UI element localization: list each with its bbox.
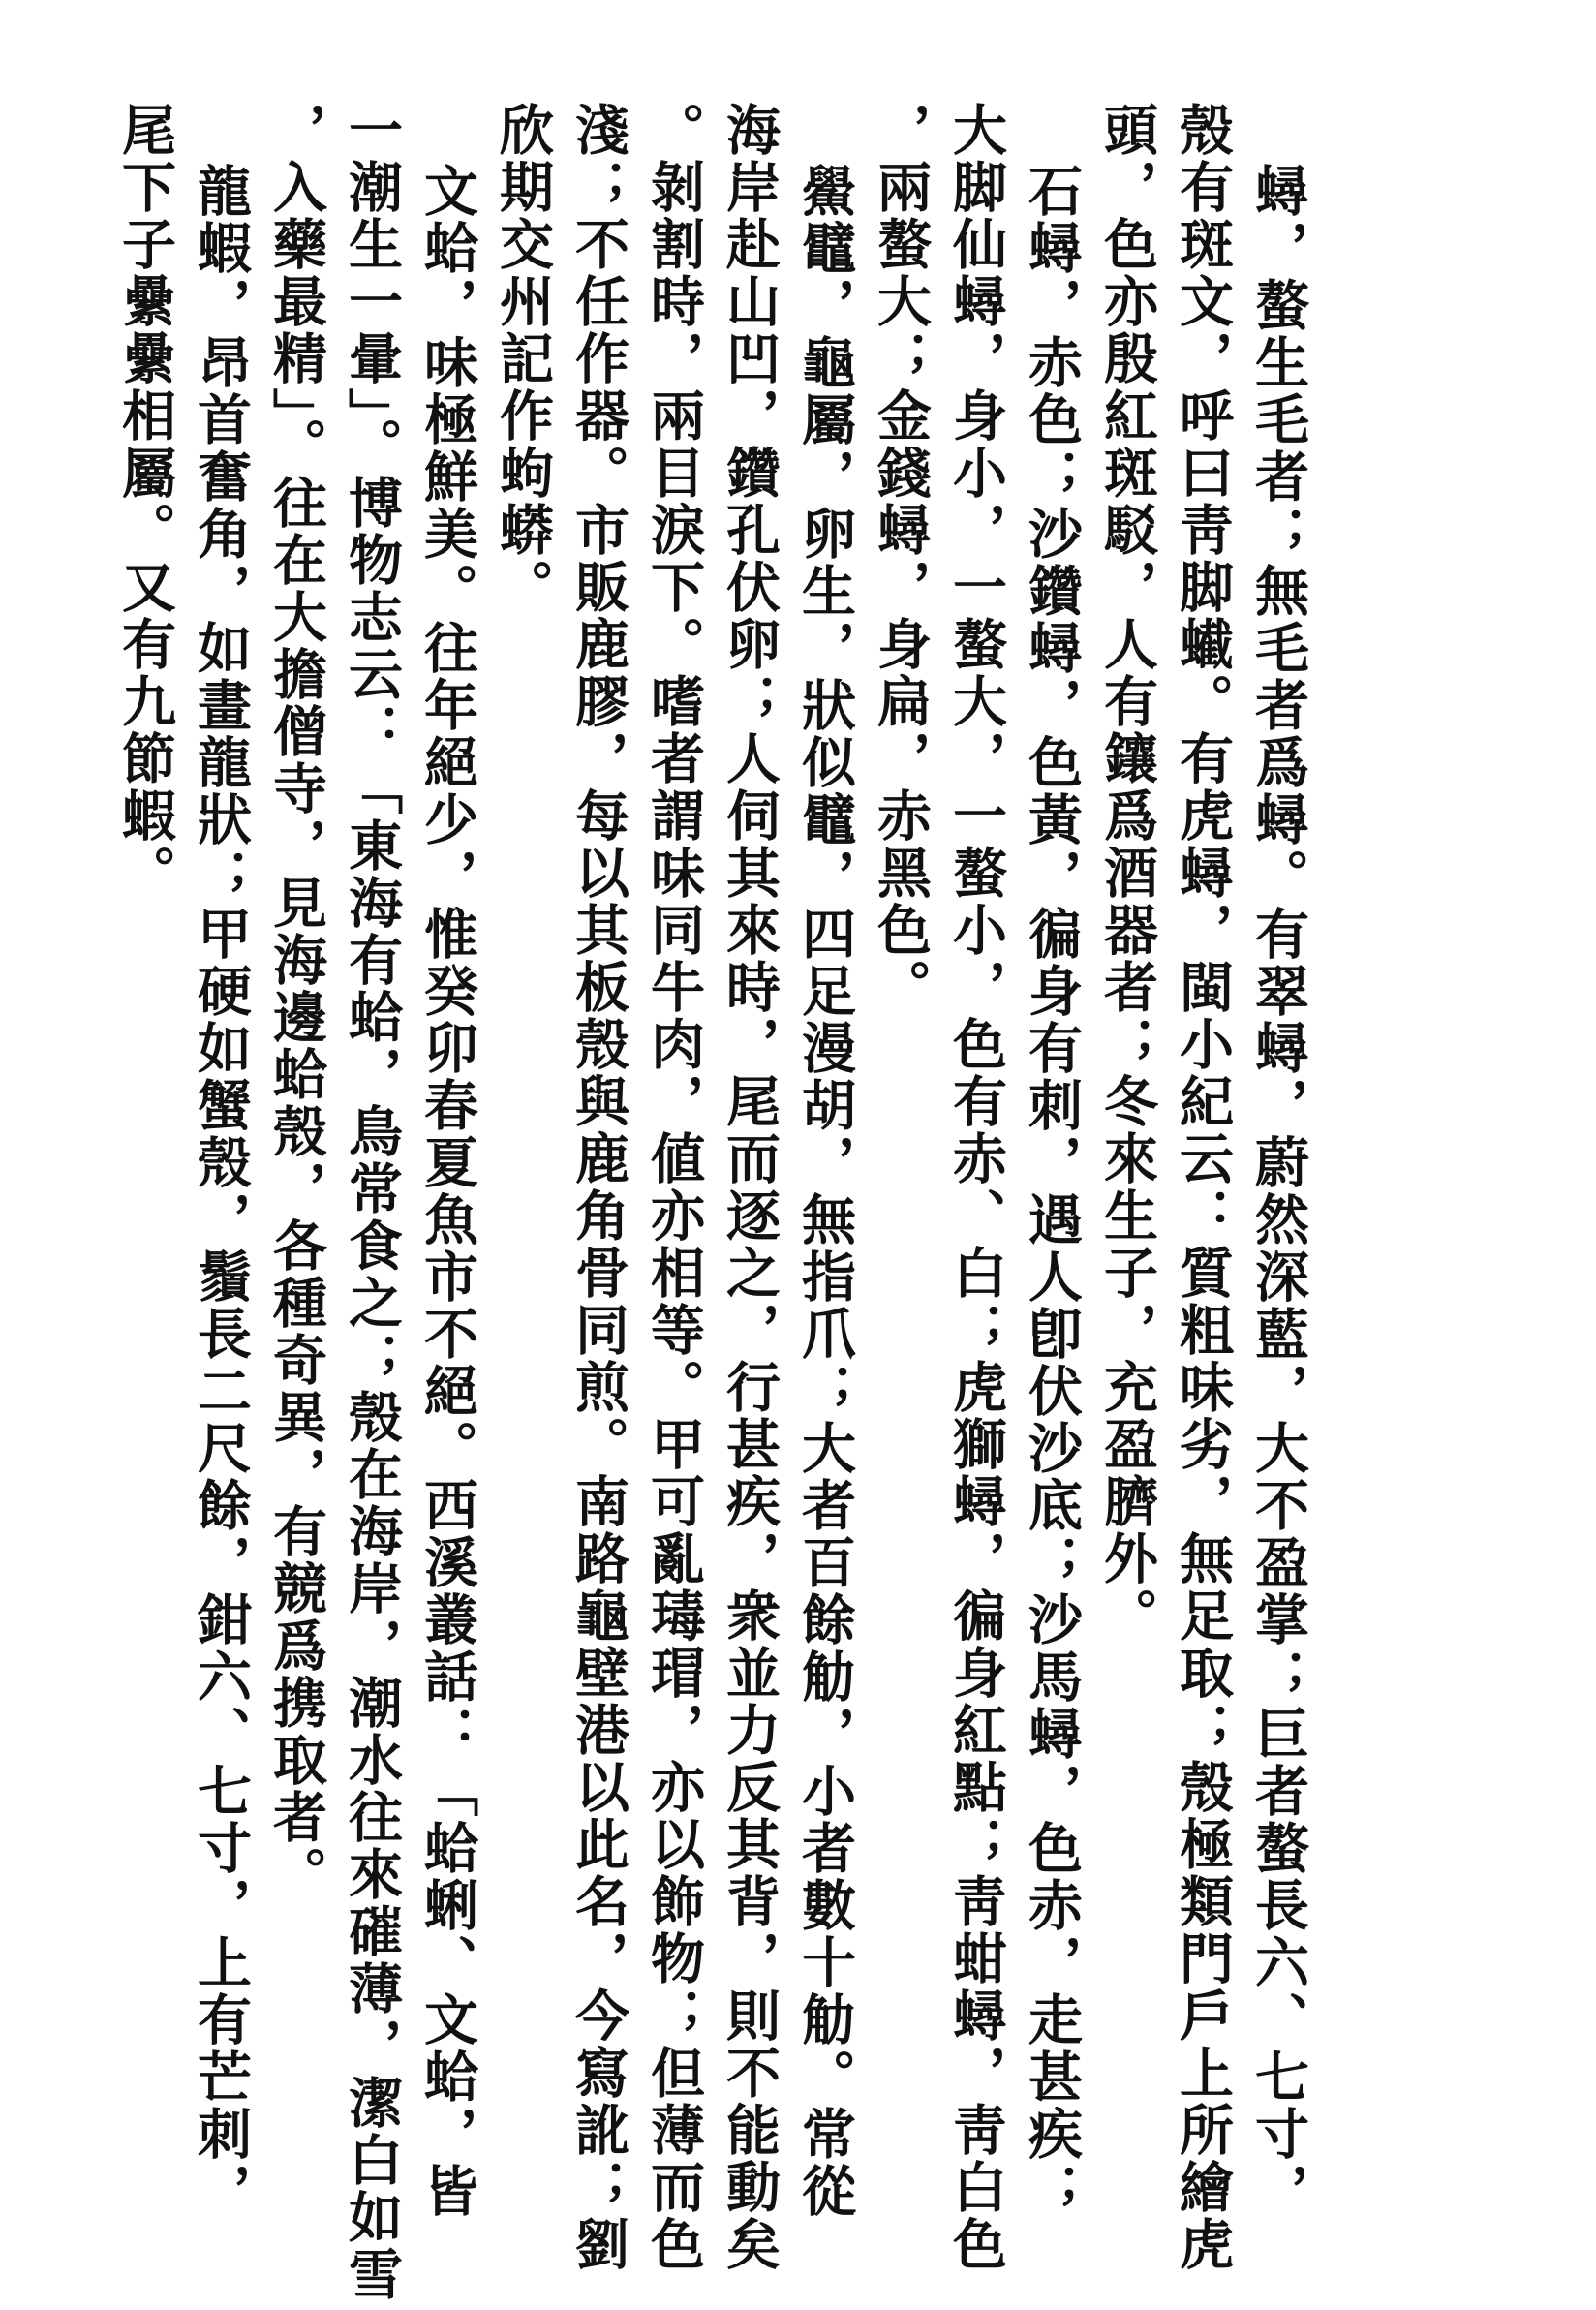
text-column: 海岸赴山凹，鑽孔伏卵；人伺其來時，尾而逐之，行甚疾，衆並力反其背，則不能動矣 xyxy=(718,102,782,2273)
text-column: 蟳，螯生毛者；無毛者爲蟳。有翠蟳，蔚然深藍，大不盈掌；巨者螯長六、七寸， xyxy=(1246,163,1310,2220)
text-column: 欣期交州記作蚼蟒。 xyxy=(491,102,555,616)
text-column: 。剝割時，兩目淚下。嗜者謂味同牛肉，値亦相等。甲可亂瑇瑁，亦以飾物；但薄而色 xyxy=(642,102,706,2273)
text-column: ，兩螯大；金錢蟳，身扁，赤黑色。 xyxy=(869,102,933,1016)
text-column: 龍蝦，昂首奮角，如畫龍狀；甲硬如蟹殼，鬚長二尺餘，鉗六、七寸，上有芒刺， xyxy=(189,163,253,2220)
text-column: 頭，色亦殷紅斑駁，人有鑲爲酒器者；冬來生子，充盈臍外。 xyxy=(1095,102,1159,1645)
text-column: 文蛤，味極鮮美。往年絕少，惟癸卯春夏魚市不絕。西溪叢話：「蛤蜊、文蛤，皆 xyxy=(415,163,479,2220)
text-column: 殼有斑文，呼曰靑脚蠘。有虎蟳，閩小紀云：質粗味劣，無足取；殼極類門戶上所繪虎 xyxy=(1171,102,1235,2273)
text-column: 尾下子纍纍相屬。又有九節蝦。 xyxy=(113,102,177,902)
text-column: 鱟鼊，龜屬，卵生，狀似鼊，四足漫胡，無指爪；大者百餘觔，小者數十觔。常從 xyxy=(793,163,857,2220)
text-column: ，入藥最精」。往在大擔僧寺，見海邊蛤殼，各種奇異，有競爲携取者。 xyxy=(264,102,328,1903)
text-column: 大脚仙蟳，身小，一螯大，一螯小，色有赤、白；虎獅蟳，徧身紅點；靑蚶蟳，靑白色 xyxy=(944,102,1008,2273)
text-column: 一潮生一暈」。博物志云：「東海有蛤，鳥常食之；殼在海岸，潮水往來磪薄，潔白如雪 xyxy=(340,102,404,2303)
text-column: 石蟳，赤色；沙鑽蟳，色黃，徧身有刺，遇人卽伏沙底；沙馬蟳，色赤，走甚疾； xyxy=(1020,163,1084,2220)
text-column: 淺；不任作器。市販鹿膠，每以其板殼與鹿角骨同煎。南路龜壁港以此名，今寫訛；劉 xyxy=(567,102,630,2273)
